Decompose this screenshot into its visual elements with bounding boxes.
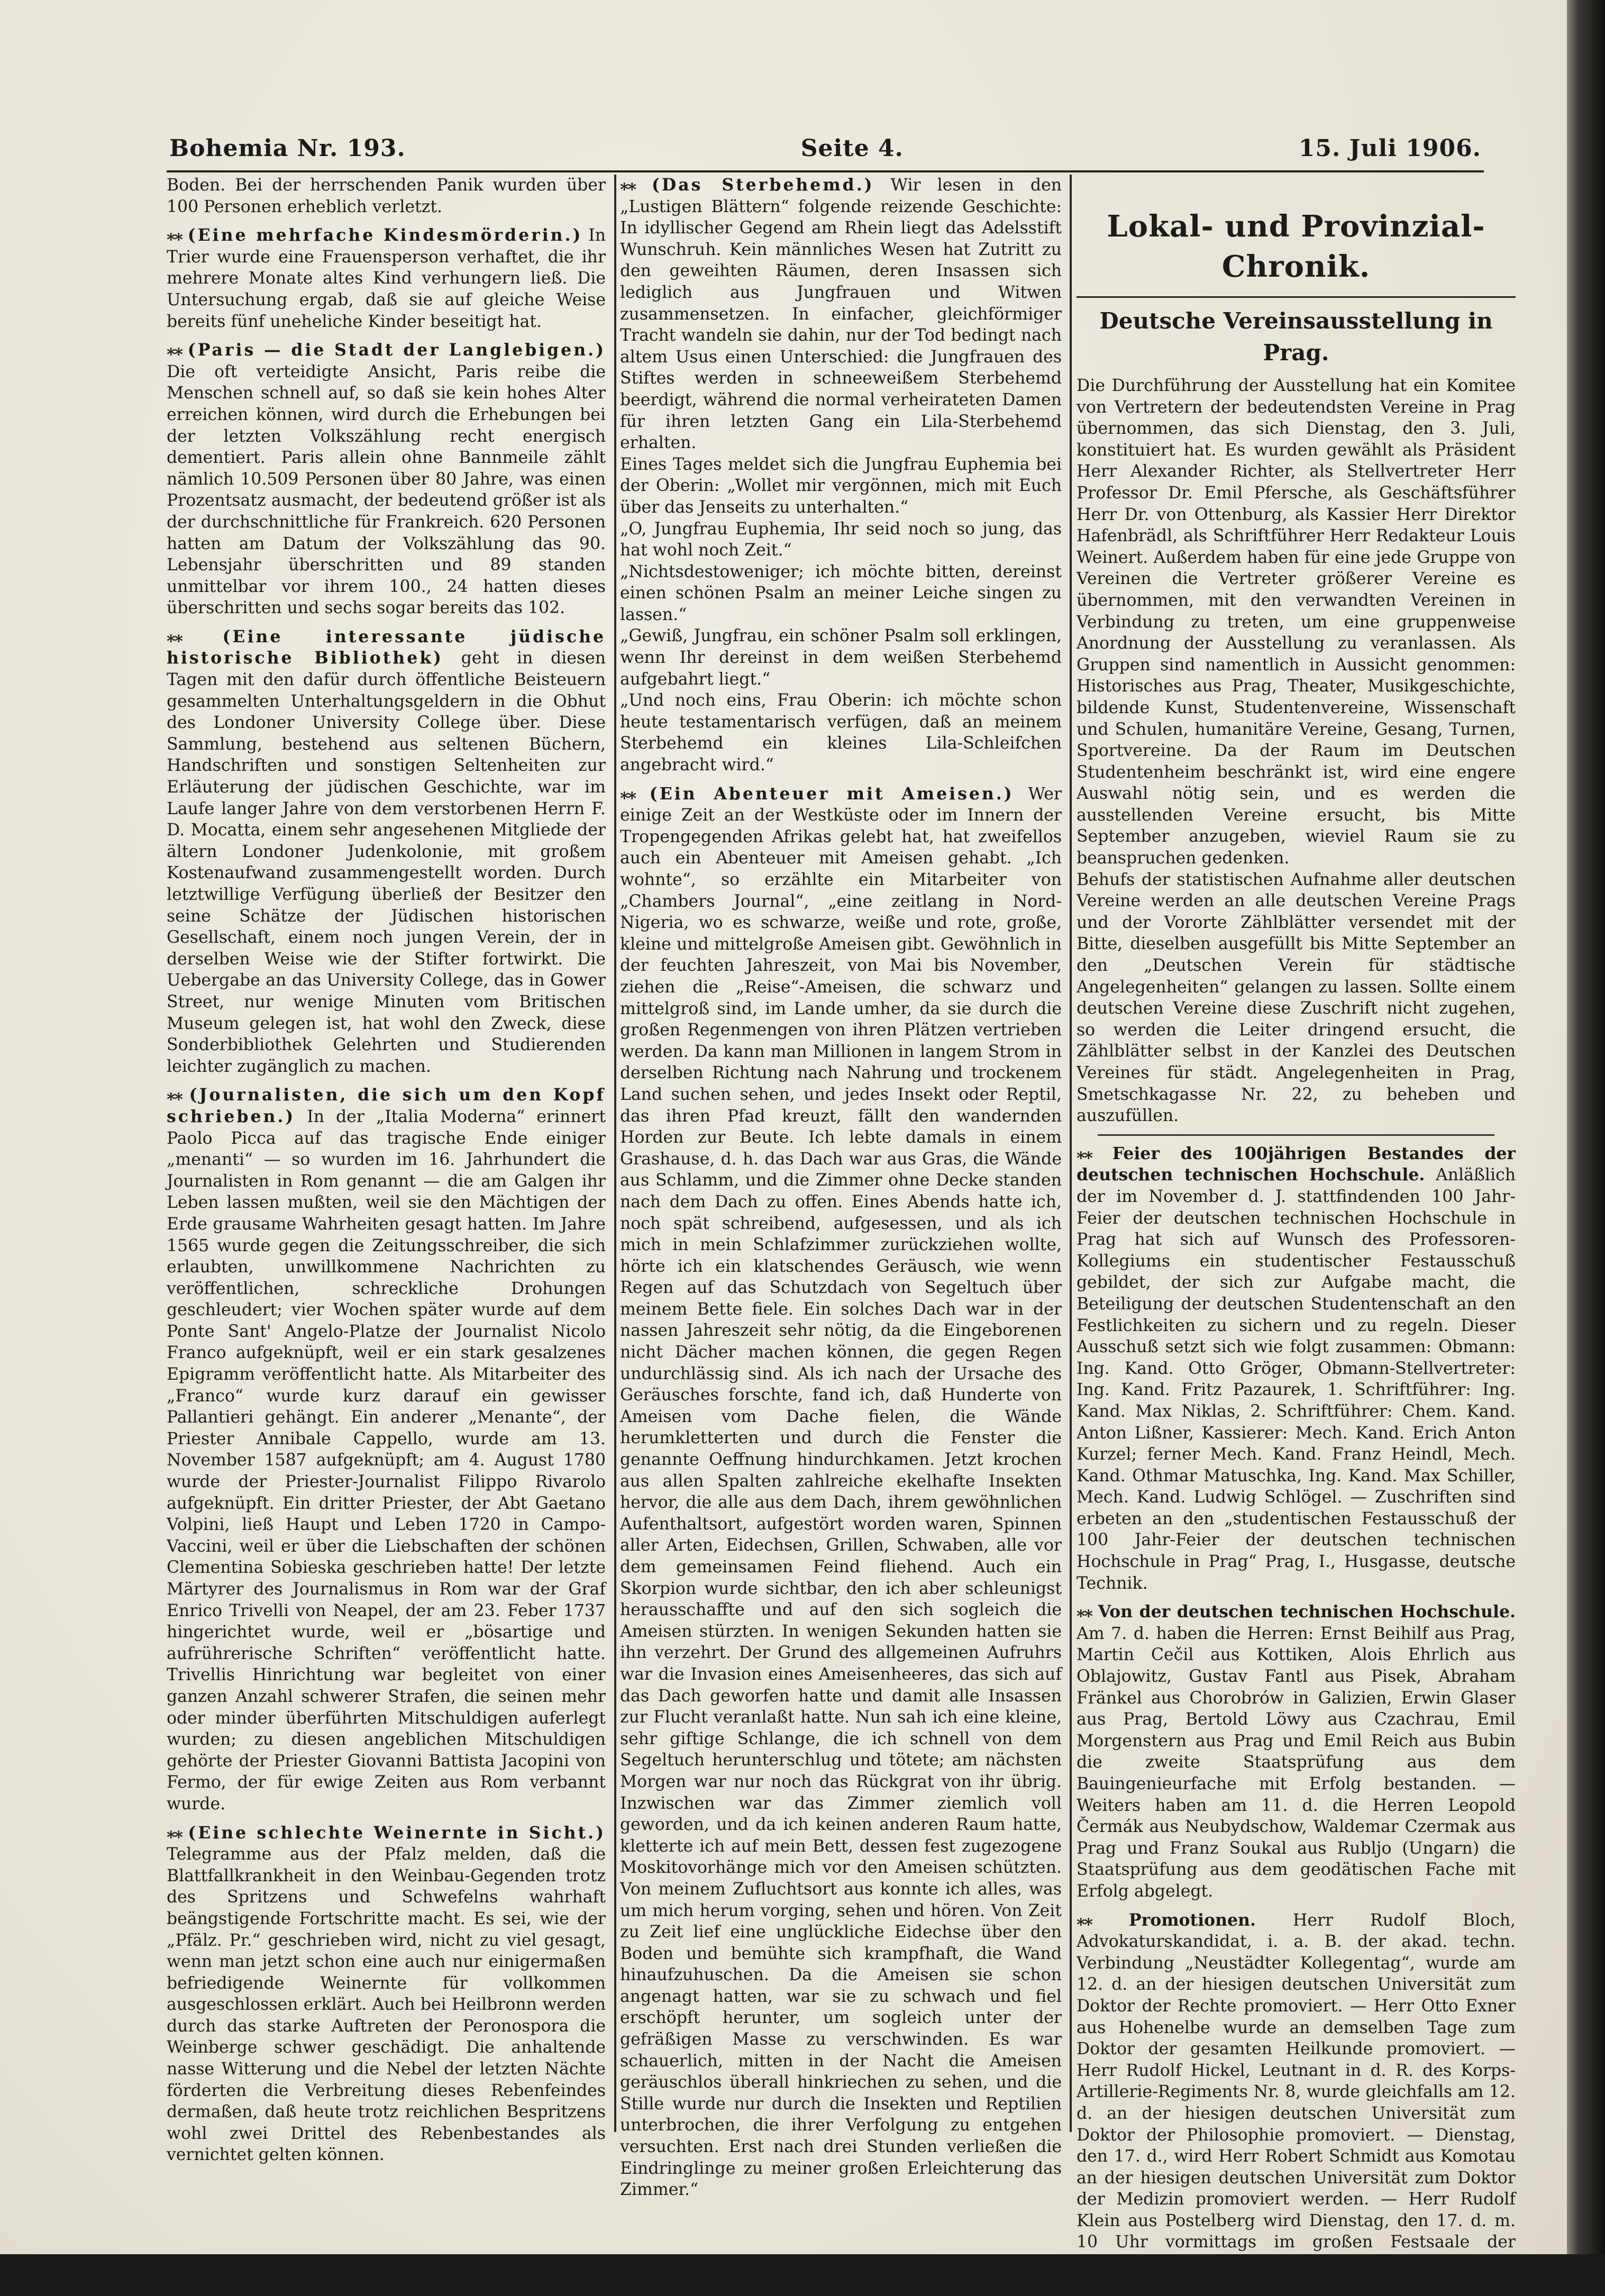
stars-ornament: ⁎⁎: [1077, 1910, 1092, 1930]
article-text: „Gewiß, Jungfrau, ein schöner Psalm soll erklingen, wenn Ihr dereinst in dem weißen Sterbehemd aufgebahrt liegt.“: [620, 626, 1062, 689]
stars-ornament: ⁎⁎: [167, 1823, 182, 1843]
stars-ornament: ⁎⁎: [167, 1085, 182, 1105]
masthead-date: 15. Juli 1906.: [1298, 134, 1481, 162]
masthead-issue: Bohemia Nr. 193.: [169, 134, 406, 162]
article-weinernte: [167, 1823, 606, 2166]
article-text: Wer einige Zeit an der Westküste oder im Innern der Tropengegenden Afrikas gelebt hat, hat zweifellos auch ein Abenteuer mit Ameisen gehabt. „Ich wohnte“, so erzählte ein Mitarbeiter von „Chambers Journal“, „eine zeitlang in Nord-Nigeria, wo es schwarze, weiße und rote, große, kleine und mittelgroße Ameisen gibt. Gewöhnlich in der feuchten Jahreszeit, von Mai bis November, ziehen die „Reise“-Ameisen, die schwarz und mittelgroß sind, im Lande umher, da sie durch die großen Regenmengen von ihren Plätzen vertrieben werden. Da kann man Millionen in langem Strom in derselben Richtung nach Nahrung und trockenem Land suchen sehen, und jedes Insekt oder Reptil, das ihren Pfad kreuzt, fällt den wandernden Horden zur Beute. Ich lebte damals in einem Grashause, d. h. das Dach war aus Gras, die Wände aus Schlamm, und die Zimmer ohne Decke standen nach dem Dach zu offen. Eines Abends hatte ich, noch spät schreibend, aufgesessen, und als ich mich in mein Schlafzimmer zurückziehen wollte, hörte ich ein klatschendes Geräusch, wie wenn Regen auf das Schutzdach von Segeltuch über meinem Bette fiele. Ein solches Dach war in der nassen Jahreszeit sehr nötig, da die Eingeborenen nicht Dächer machen können, die gegen Regen undurchlässig sind. Als ich nach der Ursache des Geräusches forschte, fand ich, daß Hunderte von Ameisen vom Dache fielen, die Wände herumkletterten und durch die Fenster die genannte Oeffnung hindurchkamen. Jetzt krochen aus allen Spalten zahlreiche ekelhafte Insekten hervor, die alle aus dem Dach, ihrem gewöhnlichen Aufenthaltsort, aufgestört worden waren, Spinnen aller Arten, Eidechsen, Grillen, Schwaben, alle vor dem gemeinsamen Feind fliehend. Auch ein Skorpion wurde sichtbar, den ich aber schleunigst herausschaffte und auf den sich sogleich die Ameisen stürzten. In wenigen Sekunden hatten sie ihn verzehrt. Der Grund des allgemeinen Aufruhrs war die Invasion eines Ameisenheeres, das sich auf das Dach geworfen hatte und damit alle Insassen zur Flucht veranlaßt hatte. Nun sah ich eine kleine, sehr giftige Schlange, die ich schnell von dem Segeltuch herunterschlug und tötete; am nächsten Morgen war nur noch das Rückgrat von ihr übrig. Inzwischen war das Zimmer ziemlich voll geworden, und da ich keinen anderen Raum hatte, kletterte ich auf mein Bett, dessen fest zugezogene Moskitovorhänge mich vor den Ameisen schützten. Von meinem Zufluchtsort aus konnte ich alles, was um mich herum vorging, sehen und hören. Von Zeit zu Zeit lief eine unglückliche Eidechse über den Boden und bemühte sich krampfhaft, die Wand hinaufzuhuschen. Da die Ameisen sie schon angenagt hatten, war sie zu schwach und fiel erschöpft herunter, um sogleich unter der gefräßigen Masse zu verschwinden. Es war schauerlich, mitten in der Nacht die Ameisen geräuschlos überall hinkriechen zu sehen, und die Stille wurde nur durch die Insekten und Reptilien unterbrochen, die ihrer Verfolgung zu entgehen versuchten. Erst nach drei Stunden verließen die Eindringlinge zu meiner großen Erleichterung das Zimmer.“: [620, 784, 1062, 2200]
article-bibliothek: [167, 626, 606, 1077]
article-kicker: (Eine schlechte Weinernte in Sicht.): [188, 1823, 606, 1843]
article-text: Behufs der statistischen Aufnahme aller deutschen Vereine werden an alle deutschen Vereine Prags und der Vororte Zählblätter versendet mit der Bitte, dieselben ausgefüllt bis Mitte September an den „Deutschen Verein für städtische Angelegenheiten“ gelangen zu lassen. Sollte einem deutschen Vereine diese Zuschrift nicht zugehen, so werden die Leiter dringend ersucht, die Zählblätter selbst in der Kanzlei des Deutschen Vereines für städt. Angelegenheiten in Prag, Smetschkagasse Nr. 22, zu beheben und auszufüllen.: [1077, 870, 1516, 1126]
stars-ornament: ⁎⁎: [1077, 1602, 1092, 1622]
column-1: [167, 175, 606, 2164]
article-text: Herr Rudolf Bloch, Advokaturskandidat, i. a. B. der akad. techn. Verbindung „Neustädter Kollegentag“, wurde am 12. d. an der hiesigen deutschen Universität zum Doktor der Rechte promoviert. — Herr Otto Exner aus Hohenelbe wurde an demselben Tage zum Doktor der gesamten Heilkunde promoviert. — Herr Rudolf Hickel, Leutnant in d. R. des Korps-Artillerie-Regiments Nr. 8, wurde gleichfalls am 12. d. an der hiesigen deutschen Universität zum Doktor der Philosophie promoviert. — Dienstag, den 17. d., wird Herr Robert Schmidt aus Komotau an der hiesigen deutschen Universität zum Doktor der Medizin promoviert werden. — Herr Rudolf Klein aus Postelberg wird Dienstag, den 17. d. m. 10 Uhr vormittags im großen Festsaale der Universität in Wien zum Doktor der Rechte promoviert werden.: [1077, 1910, 1516, 2295]
article-text: In Trier wurde eine Frauensperson verhaftet, die ihr mehrere Monate altes Kind verhungern ließ. Die Untersuchung ergab, daß sie auf gleiche Weise bereits fünf uneheliche Kinder beseitigt hat.: [167, 226, 606, 331]
section-rule: [1077, 296, 1516, 298]
article-hochschule-feier: [1077, 1143, 1516, 1594]
article-journalisten: [167, 1085, 606, 1815]
stars-ornament: ⁎⁎: [167, 626, 182, 646]
column-rule-1: [614, 175, 616, 2132]
article-text: Wir lesen in den „Lustigen Blättern“ folgende reizende Geschichte: In idyllischer Gegend am Rhein liegt das Adelsstift Wunschruh. Kein männliches Wesen hat Zutritt zu den geweihten Räumen, deren Insassen sich lediglich aus Jungfrauen und Witwen zusammensetzen. In einfacher, gleichförmiger Tracht wandeln sie dahin, nur der Tod bedingt nach altem Usus einen Unterschied: die Jungfrauen des Stiftes werden in schneeweißem Sterbehemd beerdigt, während die normal verheirateten Damen für ihren letzten Gang ein Lila-Sterbehemd erhalten.: [620, 176, 1062, 453]
article-text: Anläßlich der im November d. J. stattfindenden 100 Jahr-Feier der deutschen technischen Hochschule in Prag hat sich auf Wunsch des Professoren-Kollegiums ein studentischer Festausschuß gebildet, der sich zur Aufgabe macht, die Beteiligung der deutschen Studentenschaft an den Festlichkeiten zu sichern und zu regeln. Dieser Ausschuß setzt sich wie folgt zusammen: Obmann: Ing. Kand. Otto Gröger, Obmann-Stellvertreter: Ing. Kand. Fritz Pazaurek, 1. Schriftführer: Ing. Kand. Max Niklas, 2. Schriftführer: Chem. Kand. Anton Lißner, Kassierer: Mech. Kand. Erich Anton Kurzel; ferner Mech. Kand. Franz Heindl, Mech. Kand. Othmar Matuschka, Ing. Kand. Max Schiller, Mech. Kand. Ludwig Schlögel. — Zuschriften sind erbeten an den „studentischen Festausschuß der 100 Jahr-Feier der deutschen technischen Hochschule in Prag“ Prag, I., Husgasse, deutsche Technik.: [1077, 1165, 1516, 1593]
article-text: „O, Jungfrau Euphemia, Ihr seid noch so jung, das hat wohl noch Zeit.“: [620, 519, 1062, 560]
stars-ornament: ⁎⁎: [620, 783, 635, 804]
column-rule-2: [1070, 175, 1072, 2132]
article-paris: [167, 340, 606, 619]
article-kicker: (Eine mehrfache Kindesmörderin.): [187, 225, 583, 245]
binding-edge: [1567, 0, 1605, 2254]
masthead: [169, 130, 1481, 167]
article-sterbehemd: [620, 175, 1062, 776]
stars-ornament: ⁎⁎: [167, 225, 182, 245]
stars-ornament: ⁎⁎: [620, 175, 635, 195]
column-3: [1077, 175, 1516, 2295]
article-text: In der „Italia Moderna“ erinnert Paolo Picca auf das tragische Ende einiger „menanti“ — so wurden im 16. Jahrhundert die Journalisten in Rom genannt — die am Galgen ihr Leben lassen mußten, weil sie den Mächtigen der Erde grausame Wahrheiten gesagt hatten. Im Jahre 1565 wurde gegen die Zeitungsschreiber, die sich erlaubten, unwillkommene Nachrichten zu veröffentlichen, schreckliche Drohungen geschleudert; vier Wochen später wurde auf dem Ponte Sant' Angelo-Platze der Journalist Nicolo Franco aufgeknüpft, weil er ein stark gesalzenes Epigramm veröffentlicht hatte. Als Mitarbeiter des „Franco“ wurde kurz darauf ein gewisser Pallantieri gehängt. Ein anderer „Menante“, der Priester Annibale Cappello, wurde am 13. November 1587 aufgeknüpft; am 4. August 1780 wurde der Priester-Journalist Filippo Rivarolo aufgeknüpft. Ein dritter Priester, der Abt Gaetano Volpini, ließ Haupt und Leben 1720 in Campo-Vaccini, weil er über die Liebschaften der schönen Clementina Sobieska geschrieben hatte! Der letzte Märtyrer des Journalismus in Rom war der Graf Enrico Trivelli von Neapel, der am 23. Feber 1737 hingerichtet wurde, weil er „bösartige und aufrührerische Schriften“ veröffentlicht hatte. Trivellis Hinrichtung war begleitet von einer ganzen Anzahl schwerer Strafen, die seinen mehr oder minder überführten Mitschuldigen auferlegt wurden; zu diesen angeblichen Mitschuldigen gehörte der Priester Giovanni Battista Jacopini von Fermo, der für ewige Zeiten aus Rom verbannt wurde.: [167, 1107, 606, 1814]
article-text: Die oft verteidigte Ansicht, Paris reibe die Menschen schnell auf, so daß sie kein hohes Alter erreichen können, wird durch die Erhebungen bei der letzten Volkszählung recht energisch dementiert. Paris allein ohne Bannmeile zählt nämlich 10.509 Personen über 80 Jahre, was einen Prozentsatz ausmacht, der bedeutend größer ist als der durchschnittliche für Frankreich. 620 Personen hatten am Datum der Volkszählung das 90. Lebensjahr überschritten und 89 standen unmittelbar vor ihrem 100., 24 hatten dieses überschritten und sechs sogar bereits das 102.: [167, 362, 606, 618]
article-kicker: Von der deutschen technischen Hochschule.: [1098, 1602, 1516, 1622]
article-text: geht in diesen Tagen mit den dafür durch öffentliche Beisteuern gesammelten Unterhaltungsgeldern in die Obhut des Londoner University College über. Diese Sammlung, bestehend aus seltenen Büchern, Handschriften und sonstigen Seltenheiten zur Erläuterung der jüdischen Geschichte, war im Laufe langer Jahre von dem verstorbenen Herrn F. D. Mocatta, einem sehr angesehenen Mitgliede der ältern Londoner Judenkolonie, mit großem Kostenaufwand zusammengestellt worden. Durch letztwillige Verfügung überließ der Besitzer den seine Schätze der Jüdischen historischen Gesellschaft, einem noch jungen Verein, der in derselben Weise wie der Stifter fortwirkt. Die Uebergabe an das University College, das in Gower Street, nur wenige Minuten vom Britischen Museum gelegen ist, hat wohl den Zweck, diese Sonderbibliothek Gelehrten und Studierenden leichter zugänglich zu machen.: [167, 649, 606, 1076]
article-text: Telegramme aus der Pfalz melden, daß die Blattfallkrankheit in den Weinbau-Gegenden trotz des Spritzens und Schwefelns wahrhaft beängstigende Fortschritte macht. Es sei, wie der „Pfälz. Pr.“ geschrieben wird, nicht zu viel gesagt, wenn man jetzt schon eine auch nur einigermaßen befriedigende Weinernte für vollkommen ausgeschlossen erklärt. Auch bei Heilbronn werden durch das starke Auftreten der Peronospora die Weinberge schwer geschädigt. Die anhaltende nasse Witterung und die Nebel der letzten Nächte förderten die Verbreitung dieses Rebenfeindes dermaßen, daß heute trotz reichlichen Bespritzens wohl zwei Drittel des Rebenbestandes als vernichtet gelten können.: [167, 1845, 606, 2165]
article-kindesmoerderin: [167, 225, 606, 332]
article-vereinsausstellung: [1077, 375, 1516, 1127]
article-promotionen: [1077, 1910, 1516, 2296]
article-kicker: (Ein Abenteuer mit Ameisen.): [649, 783, 1014, 804]
masthead-rule: [167, 170, 1484, 172]
article-text: Am 7. d. haben die Herren: Ernst Beihilf aus Prag, Martin Cečil aus Kottiken, Alois Ehrlich aus Oblajowitz, Gustav Fantl aus Pisek, Abraham Fränkel aus Chorobrów in Galizien, Erwin Glaser aus Prag, Bertold Löwy aus Czachrau, Emil Morgenstern aus Prag und Emil Reich aus Bubin die zweite Staatsprüfung aus dem Bauingenieurfache mit Erfolg bestanden. — Weiters haben am 11. d. die Herren Leopold Čermák aus Neubydschow, Waldemar Czermak aus Prag und Franz Soukal aus Rubljo (Ungarn) die Staatsprüfung aus dem geodätischen Fache mit Erfolg abgelegt.: [1077, 1624, 1516, 1901]
article-continued: [167, 175, 606, 217]
masthead-page-number: Seite 4.: [800, 134, 904, 162]
article-kicker: (Eine interessante jüdische historische Bibliothek): [167, 626, 606, 668]
stars-ornament: ⁎⁎: [167, 340, 182, 360]
article-ameisen: [620, 783, 1062, 2201]
article-text: Boden. Bei der herrschenden Panik wurden über 100 Personen erheblich verletzt.: [167, 176, 606, 216]
article-separator: [1098, 1134, 1494, 1136]
article-kicker: Promotionen.: [1128, 1910, 1256, 1930]
article-text: „Und noch eins, Frau Oberin: ich möchte schon heute testamentarisch verfügen, daß an meinem Sterbehemd ein kleines Lila-Schleifchen angebracht wird.“: [620, 691, 1062, 775]
article-kicker: Feier des 100jährigen Bestandes der deutschen technischen Hochschule.: [1077, 1143, 1516, 1185]
article-headline: Deutsche Vereinsausstellung in Prag.: [1099, 308, 1493, 366]
article-kicker: (Das Sterbehemd.): [652, 175, 874, 195]
article-kicker: (Journalisten, die sich um den Kopf schrieben.): [167, 1085, 606, 1126]
column-2: [620, 175, 1062, 2200]
article-text: Die Durchführung der Ausstellung hat ein Komitee von Vertretern der bedeutendsten Vereine in Prag übernommen, das sich Dienstag, den 3. Juli, konstituiert hat. Es wurden gewählt als Präsident Herr Alexander Richter, als Stellvertreter Herr Professor Dr. Emil Pfersche, als Geschäftsführer Herr Dr. von Ottenburg, als Kassier Herr Direktor Hafenbrädl, als Schriftführer Herr Redakteur Louis Weinert. Außerdem haben für eine jede Gruppe von Vereinen die Vertreter größerer Vereine es übernommen, mit den verwandten Vereinen in Verbindung zu treten, um eine gruppenweise Anordnung der Ausstellung zu veranlassen. Als Gruppen sind namentlich in Aussicht genommen: Historisches aus Prag, Theater, Musikgeschichte, bildende Kunst, Studentenvereine, Wissenschaft und Schulen, humanitäre Vereine, Gesang, Turnen, Sportvereine. Da der Raum im Deutschen Studentenheim beschränkt ist, wird eine engere Auswahl nötig sein, und es werden die ausstellenden Vereine ersucht, bis Mitte September anzugeben, wieviel Raum sie zu beanspruchen gedenken.: [1077, 376, 1516, 868]
stars-ornament: ⁎⁎: [1077, 1143, 1092, 1163]
article-hochschule-pruefungen: [1077, 1601, 1516, 1902]
article-text: Eines Tages meldet sich die Jungfrau Euphemia bei der Oberin: „Wollet mir vergönnen, mich mit Euch über das Jenseits zu unterhalten.“: [620, 454, 1062, 517]
section-title: Lokal- und Provinzial-Chronik.: [1107, 209, 1485, 284]
article-text: „Nichtsdestoweniger; ich möchte bitten, dereinst einen schönen Psalm an meiner Leiche singen zu lassen.“: [620, 562, 1062, 624]
article-kicker: (Paris — die Stadt der Langlebigen.): [187, 340, 606, 360]
